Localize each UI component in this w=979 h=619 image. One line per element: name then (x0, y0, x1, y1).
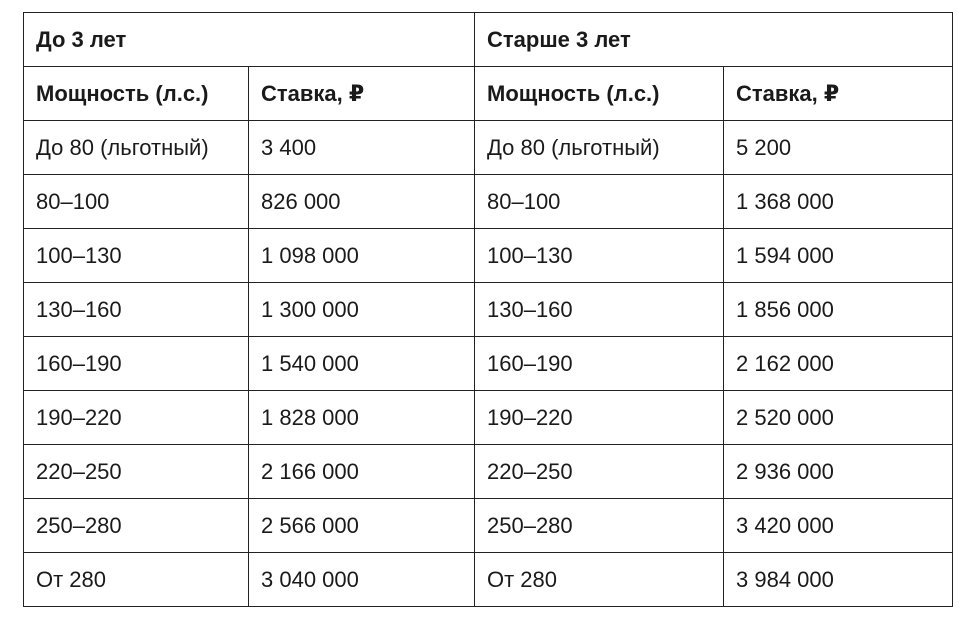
rate-cell: 1 368 000 (724, 175, 953, 229)
rate-cell: 2 566 000 (249, 499, 475, 553)
rate-cell: 3 984 000 (724, 553, 953, 607)
rate-cell: 3 420 000 (724, 499, 953, 553)
group-header-row (24, 13, 953, 67)
rate-cell: 2 162 000 (724, 337, 953, 391)
rate-cell: 826 000 (249, 175, 475, 229)
group-header-under-3-years: До 3 лет (24, 13, 475, 67)
table-body (24, 121, 953, 607)
power-cell: 80–100 (475, 175, 724, 229)
power-cell: 100–130 (24, 229, 249, 283)
power-cell: 160–190 (24, 337, 249, 391)
power-cell: 250–280 (475, 499, 724, 553)
table-row (24, 283, 953, 337)
power-cell: 130–160 (24, 283, 249, 337)
rate-cell: 1 856 000 (724, 283, 953, 337)
table-row (24, 391, 953, 445)
rate-cell: 2 936 000 (724, 445, 953, 499)
rate-cell: 1 594 000 (724, 229, 953, 283)
power-cell: До 80 (льготный) (475, 121, 724, 175)
power-cell: От 280 (24, 553, 249, 607)
rate-cell: 1 098 000 (249, 229, 475, 283)
power-cell: 160–190 (475, 337, 724, 391)
column-header-power: Мощность (л.с.) (475, 67, 724, 121)
table-row (24, 445, 953, 499)
rate-cell: 5 200 (724, 121, 953, 175)
power-cell: От 280 (475, 553, 724, 607)
rates-table (23, 12, 953, 607)
column-header-power: Мощность (л.с.) (24, 67, 249, 121)
group-header-over-3-years: Старше 3 лет (475, 13, 953, 67)
power-cell: До 80 (льготный) (24, 121, 249, 175)
power-cell: 250–280 (24, 499, 249, 553)
table-row (24, 175, 953, 229)
column-header-rate: Ставка, ₽ (724, 67, 953, 121)
table-row (24, 499, 953, 553)
power-cell: 190–220 (24, 391, 249, 445)
rate-cell: 1 828 000 (249, 391, 475, 445)
power-cell: 220–250 (24, 445, 249, 499)
table-row (24, 553, 953, 607)
rate-cell: 2 520 000 (724, 391, 953, 445)
power-cell: 190–220 (475, 391, 724, 445)
rate-cell: 3 400 (249, 121, 475, 175)
column-header-row (24, 67, 953, 121)
rate-cell: 3 040 000 (249, 553, 475, 607)
table-row (24, 229, 953, 283)
power-cell: 100–130 (475, 229, 724, 283)
table-row (24, 121, 953, 175)
column-header-rate: Ставка, ₽ (249, 67, 475, 121)
power-cell: 220–250 (475, 445, 724, 499)
power-cell: 130–160 (475, 283, 724, 337)
rate-cell: 1 300 000 (249, 283, 475, 337)
rate-cell: 2 166 000 (249, 445, 475, 499)
rate-cell: 1 540 000 (249, 337, 475, 391)
table-row (24, 337, 953, 391)
power-cell: 80–100 (24, 175, 249, 229)
